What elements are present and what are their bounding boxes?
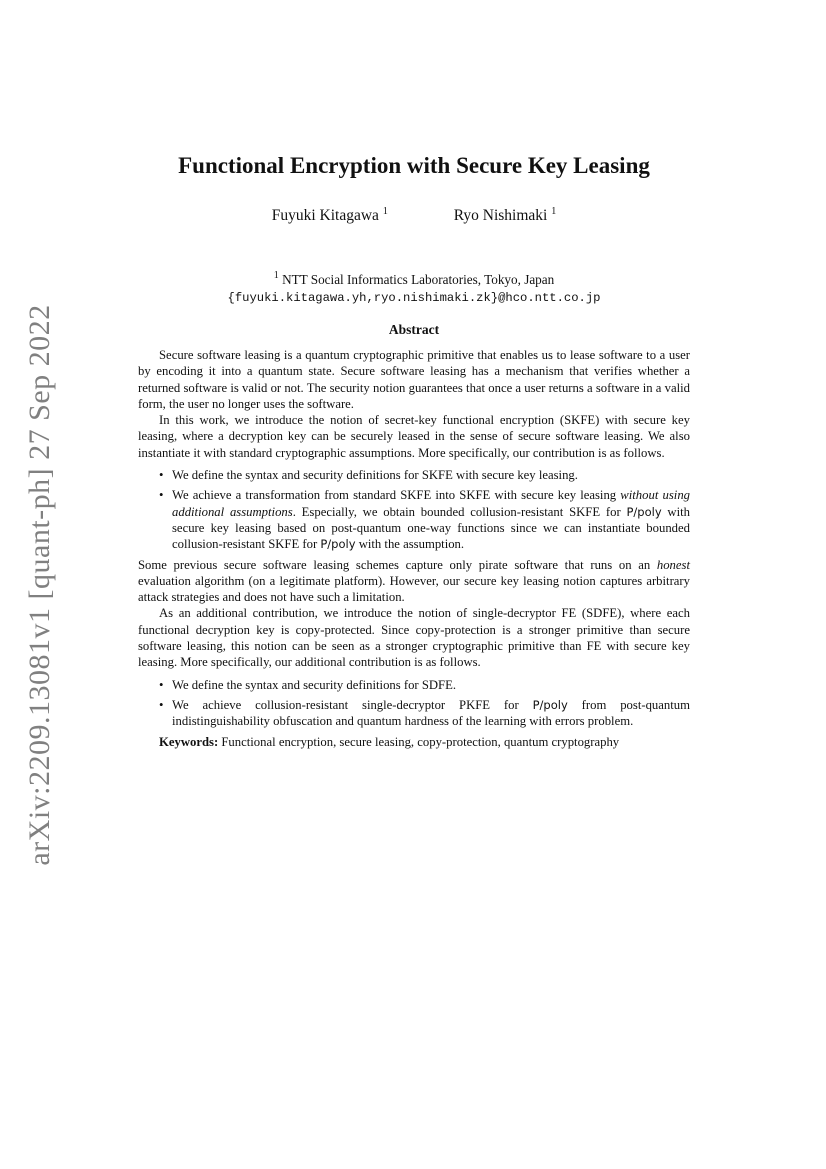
bullet-icon: • <box>159 677 164 692</box>
arxiv-watermark: arXiv:2209.13081v1 [quant-ph] 27 Sep 2022 <box>23 304 56 866</box>
contribution-list <box>138 467 690 552</box>
abstract-body <box>138 347 690 750</box>
affiliation-mark: 1 <box>551 206 557 217</box>
paper-title: Functional Encryption with Secure Key Leasing <box>178 153 650 178</box>
keywords-text: Functional encryption, secure leasing, copy-protection, quantum cryptography <box>221 734 620 749</box>
complexity-class: P/poly <box>626 504 662 519</box>
abstract-paragraph: As an additional contribution, we introduce the notion of single-decryptor FE (SDFE), where each functional decryption key is copy-protected. Since copy-protection is a stronger primitive than secure software leasing, this notion can be seen as a stronger cryptographic primitive than FE with secure key leasing. More specifically, our additional contribution is as follows. <box>138 606 690 670</box>
paragraph-text: evaluation algorithm (on a legitimate platform). However, our secure key leasing notion captures arbitrary attack strategies and does not have such a limitation. <box>138 573 690 605</box>
author <box>454 207 557 225</box>
bullet-icon: • <box>159 697 164 712</box>
emphasis-text: without using additional assumptions <box>172 488 691 519</box>
keywords-label: Keywords: <box>159 734 219 749</box>
abstract-paragraph <box>138 557 690 606</box>
affiliation-mark: 1 <box>382 206 388 217</box>
affiliation-mark: 1 <box>273 270 279 281</box>
list-item-text: We define the syntax and security definitions for SKFE with secure key leasing. <box>172 468 578 483</box>
list-item-text: with the assumption. <box>355 537 465 552</box>
abstract-paragraph: In this work, we introduce the notion of secret-key functional encryption (SKFE) with secure key leasing, where a decryption key can be securely leased in the sense of secure software leasing. We also instantiate it with standard cryptographic assumptions. More specifically, our contribution is as follows. <box>138 413 690 460</box>
emphasis-text: honest <box>656 557 690 572</box>
list-item-text: from post-quantum indistinguishability obfuscation and quantum hardness of the learning with errors problem. <box>172 697 690 729</box>
list-item <box>138 467 690 483</box>
complexity-class: P/poly <box>320 537 356 552</box>
affiliation-block <box>138 271 690 307</box>
affiliation-text: NTT Social Informatics Laboratories, Tokyo, Japan <box>282 272 555 287</box>
list-item-text: with secure key leasing based on post-quantum one-way functions since we can instantiate bounded collusion-resistant SKFE for <box>172 504 690 552</box>
author-emails: {fuyuki.kitagawa.yh,ryo.nishimaki.zk}@hco.ntt.co.jp <box>227 291 601 305</box>
list-item <box>138 697 690 730</box>
author-list <box>138 207 690 225</box>
author-name: Ryo Nishimaki <box>453 207 548 224</box>
author-name: Fuyuki Kitagawa <box>271 207 379 224</box>
list-item-text: We achieve a transformation from standard SKFE into SKFE with secure key leasing <box>172 488 621 503</box>
bullet-icon: • <box>159 488 164 503</box>
abstract-paragraph: Secure software leasing is a quantum cryptographic primitive that enables us to lease software to a user by encoding it into a quantum state. Secure software leasing has a mechanism that verifies whether a returned software is valid or not. The security notion guarantees that once a user returns a software in a valid form, the user no longer uses the software. <box>138 348 690 411</box>
additional-contribution-list <box>138 677 690 730</box>
paragraph-text: Some previous secure software leasing schemes capture only pirate software that runs on an <box>138 557 657 572</box>
list-item-text: We define the syntax and security definitions for SDFE. <box>172 677 457 692</box>
list-item-text: . Especially, we obtain bounded collusion-resistant SKFE for <box>292 504 627 519</box>
list-item <box>138 487 690 552</box>
bullet-icon: • <box>159 468 164 483</box>
list-item-text: We achieve collusion-resistant single-decryptor PKFE for <box>172 697 533 712</box>
complexity-class: P/poly <box>532 697 568 712</box>
keywords <box>138 734 690 750</box>
abstract-heading: Abstract <box>388 322 440 337</box>
list-item <box>138 677 690 693</box>
author <box>272 207 388 225</box>
